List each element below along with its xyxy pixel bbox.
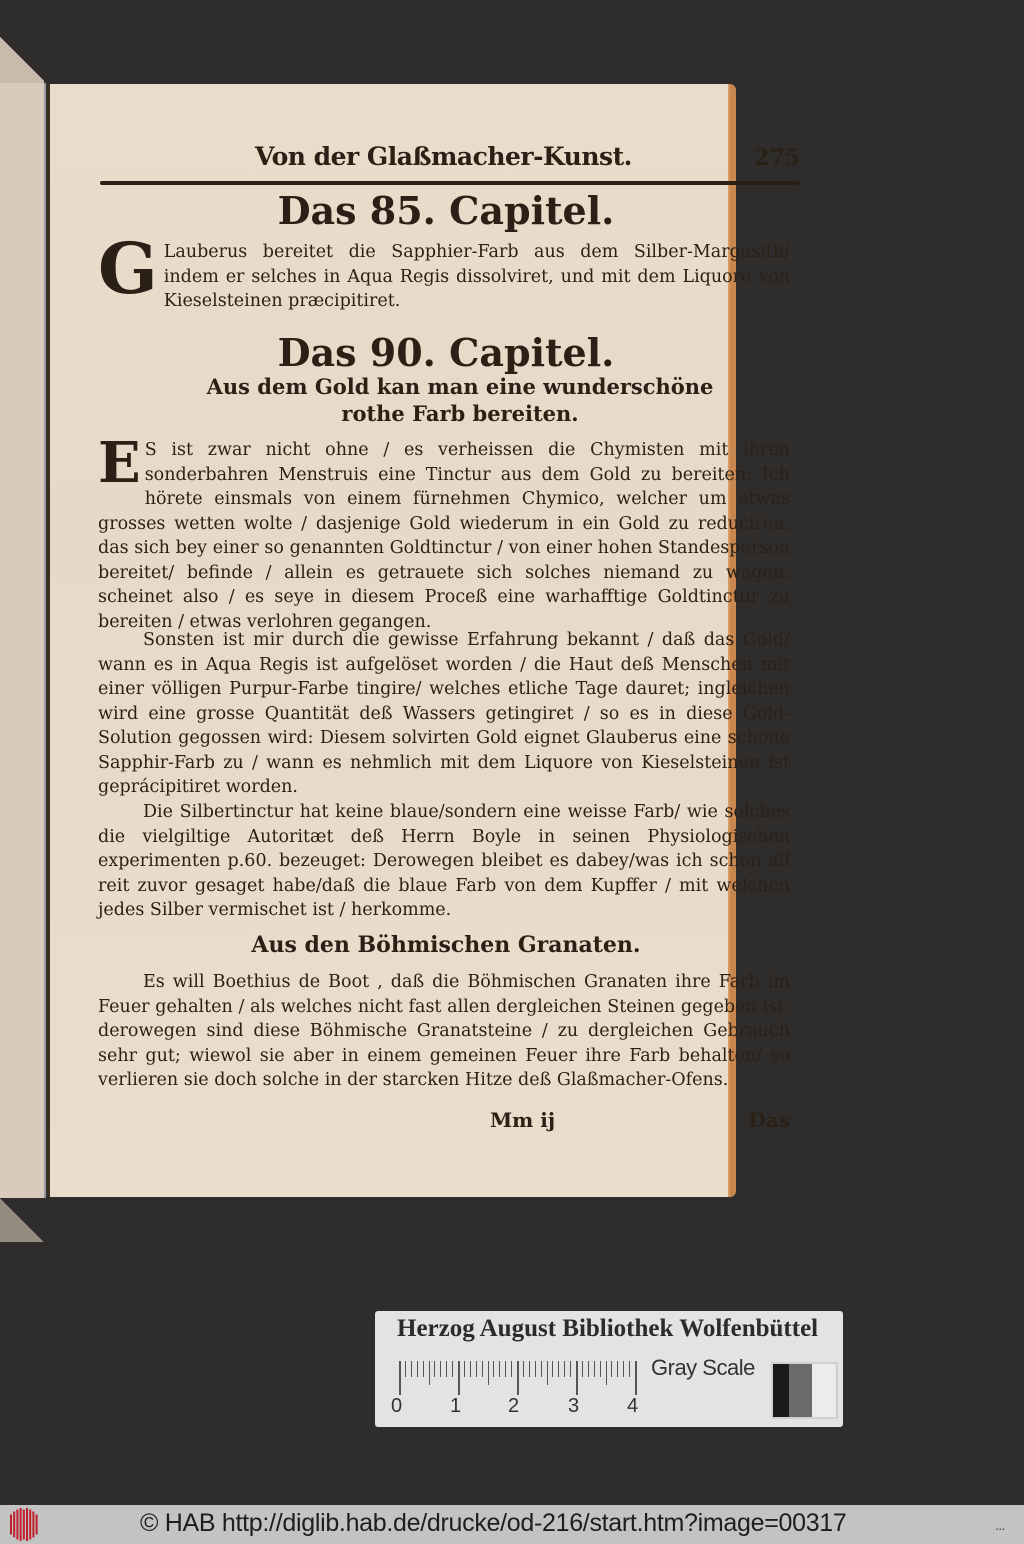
- ruler-tick: [623, 1361, 624, 1377]
- ruler-tick: [493, 1361, 494, 1377]
- ruler-tick: [511, 1361, 512, 1377]
- ruler-tick: [452, 1361, 453, 1377]
- ruler-tick: [446, 1361, 447, 1377]
- ruler-tick: [588, 1361, 589, 1377]
- ruler-number: 2: [508, 1395, 520, 1417]
- ruler-tick: [458, 1361, 460, 1395]
- footer-bar: [0, 1505, 1024, 1544]
- chapter-title-90: Das 90. Capitel.: [277, 330, 615, 375]
- page-foot: [490, 1108, 790, 1138]
- ruler-number: 3: [568, 1395, 580, 1417]
- adjacent-page-edge: [0, 83, 46, 1198]
- ruler-tick: [523, 1361, 524, 1377]
- ruler-tick: [499, 1361, 500, 1377]
- ruler-tick: [482, 1361, 483, 1377]
- paragraph: [98, 227, 790, 314]
- ruler: [399, 1356, 639, 1396]
- ruler-tick: [464, 1361, 465, 1377]
- ruler-tick: [399, 1361, 401, 1395]
- copyright-link[interactable]: © HAB http://diglib.hab.de/drucke/od-216/start.htm?image=00317: [140, 1509, 847, 1537]
- paragraph: Sonsten ist mir durch die gewisse Erfahrung bekannt / daß das Gold/ wann es in Aqua Regis ist aufgelöset worden / die Haut deß Menschen mit einer völligen Purpur-Farbe tingire/ welches etliche Tage dauret; ingleichen wird eine grosse Quantität deß Wassers getingiret / so es in diese Gold-Solution gegossen wird: Diesem solvirten Gold eignet Glauberus eine schöne Sapphir-Farb zu / wann es nehmlich mit dem Liquore von Kieselsteinen ist geprácipitiret worden.: [98, 630, 790, 797]
- paragraph: Die Silbertinctur hat keine blaue/sondern eine weisse Farb/ wie solches die vielgiltige Autoritæt deß Herrn Boyle in seinen Physiologischen experimenten p.60. bezeuget: Derowegen bleibet es dabey/was ich schon all reit zuvor gesaget habe/daß die blaue Farb von dem Kupffer / mit welchen jedes Silber vermischet ist / herkomme.: [98, 802, 790, 920]
- paragraph: Es will Boethius de Boot , daß die Böhmischen Granaten ihre Farb im Feuer gehalten / als welches nicht fast allen dergleichen Steinen gegeben ist; derowegen sind diese Böhmische Granatsteine / zu dergleichen Gebrauch sehr gut; wiewol sie aber in einem gemeinen Feuer ihre Farb behalten/ so verlieren sie doch solche in der starcken Hitze deß Glaßmacher-Ofens.: [98, 972, 790, 1090]
- ruler-tick: [576, 1361, 578, 1395]
- paragraph: [98, 430, 790, 634]
- paragraph-text: S ist zwar nicht ohne / es verheissen die Chymisten mit ihren sonderbahren Menstruis eine Tinctur aus dem Gold zu bereiten: Ich hörete einsmals von einem fürnehmen Chymico, welcher um etwas grosses wetten wolte / dasjenige Gold wiederum in ein Gold zu reduciren, das sich bey einer so genannten Goldtinctur / von einer hohen Standesperson bereitet/ befinde / allein es getrauete sich solches niemand zu wagen; scheinet also / es seye in diesem Proceß eine warhafftige Goldtinctur zu bereiten / etwas verlohren gegangen.: [98, 440, 790, 632]
- drop-cap: E: [98, 430, 141, 496]
- ruler-tick: [558, 1361, 559, 1377]
- ruler-tick: [488, 1361, 489, 1385]
- ruler-tick: [535, 1361, 536, 1377]
- running-head-title: Von der Glaßmacher-Kunst.: [255, 142, 632, 171]
- ruler-tick: [440, 1361, 441, 1377]
- ruler-tick: [635, 1361, 637, 1395]
- gray-swatch-cell: [773, 1364, 789, 1417]
- ruler-tick: [629, 1361, 630, 1377]
- chapter-subtitle: Aus dem Gold kan man eine wunderschöne rothe Farb bereiten.: [206, 374, 714, 426]
- gray-scale-swatch: [771, 1362, 838, 1419]
- running-head: [255, 142, 800, 182]
- ruler-number: 4: [627, 1395, 639, 1417]
- ruler-tick: [470, 1361, 471, 1377]
- ruler-tick: [434, 1361, 435, 1377]
- adjacent-sheet-corner: [0, 1198, 44, 1242]
- library-name: Herzog August Bibliothek Wolfenbüttel: [397, 1315, 819, 1342]
- ruler-tick: [423, 1361, 424, 1377]
- ruler-tick: [564, 1361, 565, 1377]
- drop-cap: G: [98, 227, 158, 310]
- ruler-tick: [547, 1361, 548, 1385]
- catchword: Das: [748, 1108, 790, 1132]
- ruler-tick: [606, 1361, 607, 1385]
- ruler-tick: [411, 1361, 412, 1377]
- gray-swatch-cell: [789, 1364, 812, 1417]
- footer-mark: ▪▪▪: [996, 1527, 1006, 1533]
- hab-logo-icon: [8, 1508, 40, 1541]
- gray-swatch-cell: [812, 1364, 835, 1417]
- ruler-tick: [582, 1361, 583, 1377]
- header-rule: [100, 181, 800, 185]
- color-scale-card: [375, 1311, 843, 1427]
- ruler-tick: [505, 1361, 506, 1377]
- ruler-tick: [476, 1361, 477, 1377]
- ruler-tick: [594, 1361, 595, 1377]
- ruler-tick: [429, 1361, 430, 1385]
- page-number: 275: [754, 145, 800, 171]
- ruler-tick: [570, 1361, 571, 1377]
- ruler-number: 0: [391, 1395, 403, 1417]
- gray-scale-label: Gray Scale: [651, 1355, 755, 1380]
- adjacent-sheet-corner: [0, 35, 44, 83]
- ruler-tick: [617, 1361, 618, 1377]
- ruler-numbers: [391, 1395, 651, 1419]
- ruler-tick: [600, 1361, 601, 1377]
- ruler-tick: [405, 1361, 406, 1377]
- section-heading: Aus den Böhmischen Granaten.: [251, 932, 641, 958]
- ruler-number: 1: [450, 1395, 462, 1417]
- ruler-tick: [611, 1361, 612, 1377]
- ruler-tick: [529, 1361, 530, 1377]
- ruler-tick: [552, 1361, 553, 1377]
- ruler-tick: [541, 1361, 542, 1377]
- signature-mark: Mm ij: [490, 1108, 556, 1132]
- ruler-tick: [517, 1361, 519, 1395]
- chapter-title-85: Das 85. Capitel.: [277, 188, 615, 233]
- ruler-tick: [417, 1361, 418, 1377]
- paragraph-text: Lauberus bereitet die Sapphier-Farb aus dem Silber-Margasith/ indem er selches in Aqua Regis dissolviret, und mit dem Liquore von Kieselsteinen præcipitiret.: [163, 242, 790, 311]
